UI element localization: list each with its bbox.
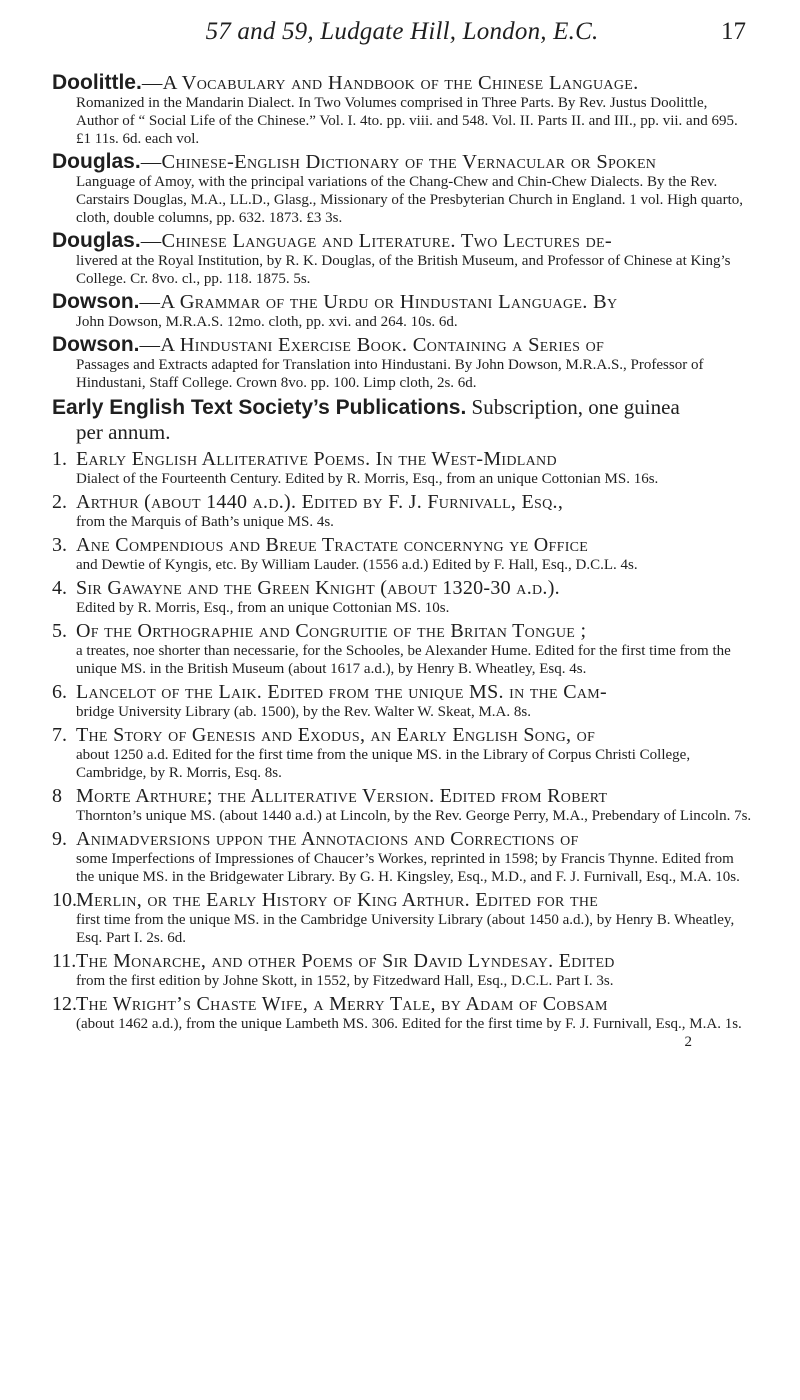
publication-item [52,577,752,617]
item-number: 1. [52,448,67,470]
publication-detail: some Imperfections of Impressiones of Chaucer’s Workes, reprinted in 1598; by Francis Thynne. Edited from the unique MS. in the Bridgewater Library. By G. H. Kingsley, Esq., M.D., and F. J. Furnivall, Esq., M.A. 10s. [76,851,740,885]
publication-item [52,785,752,825]
entry-detail: Passages and Extracts adapted for Translation into Hindustani. By John Dowson, M.R.A.S., Professor of Hindustani, Staff College. Crown 8vo. pp. 100. Limp cloth, 2s. 6d. [76,357,704,391]
catalogue-entries [52,72,752,392]
publication-detail: bridge University Library (ab. 1500), by the Rev. Walter W. Skeat, M.A. 8s. [76,704,531,720]
signature-mark: 2 [684,1034,692,1050]
publication-title: Ane Compendious and Breue Tractate concernyng ye Office [76,534,589,556]
catalogue-entry [52,334,752,392]
publication-item [52,620,752,678]
item-number: 6. [52,681,67,703]
publication-detail: (about 1462 a.d.), from the unique Lambeth MS. 306. Edited for the first time by F. J. Furnivall, Esq., M.A. 1s. [76,1016,742,1032]
entry-detail: Romanized in the Mandarin Dialect. In Two Volumes comprised in Three Parts. By Rev. Justus Doolittle, Author of “ Social Life of the Chinese.” Vol. I. 4to. pp. viii. and 548. Vol. II. Parts II. and III., pp. vii. and 695. £1 11s. 6d. each vol. [76,95,738,147]
item-number: 3. [52,534,67,556]
publication-detail: and Dewtie of Kyngis, etc. By William Lauder. (1556 a.d.) Edited by F. Hall, Esq., D.C.L. 4s. [76,557,638,573]
entry-author: Dowson. [52,333,140,356]
publication-title: Lancelot of the Laik. Edited from the unique MS. in the Cam- [76,681,607,703]
publication-item [52,993,752,1051]
entry-title: —A Vocabulary and Handbook of the Chinese Language. [141,72,639,94]
publication-title: The Monarche, and other Poems of Sir David Lyndesay. Edited [76,950,615,972]
catalogue-entry [52,72,752,148]
item-number: 7. [52,724,67,746]
publication-title: Animadversions uppon the Annotacions and Corrections of [76,828,579,850]
item-number: 9. [52,828,67,850]
publication-detail: about 1250 a.d. Edited for the first time from the unique MS. in the Library of Corpus Christi College, Cambridge, by R. Morris, Esq. 8s. [76,747,691,781]
publication-detail: a treates, noe shorter than necessarie, for the Schooles, be Alexander Hume. Edited for the first time from the unique MS. in the British Museum (about 1617 a.d.), by Henry B. Wheatley, Esq. 4s. [76,643,731,677]
item-number: 8 [52,785,62,807]
subscription-note-cont: per annum. [76,420,171,444]
publication-title: The Wright’s Chaste Wife, a Merry Tale, by Adam of Cobsam [76,993,608,1015]
publication-detail: Dialect of the Fourteenth Century. Edited by R. Morris, Esq., from an unique Cottonian MS. 16s. [76,471,659,487]
publication-detail: first time from the unique MS. in the Cambridge University Library (about 1450 a.d.), by Henry B. Wheatley, Esq. Part I. 2s. 6d. [76,912,735,946]
entry-title: —A Hindustani Exercise Book. Containing a Series of [139,334,605,356]
publication-item [52,448,752,488]
item-number: 12. [52,993,77,1015]
entry-detail: John Dowson, M.R.A.S. 12mo. cloth, pp. xvi. and 264. 10s. 6d. [76,314,458,330]
publication-item [52,950,752,990]
running-head-title: 57 and 59, Ludgate Hill, London, E.C. [205,18,599,45]
entry-detail: livered at the Royal Institution, by R. K. Douglas, of the British Museum, and Professor of Chinese at King’s College. Cr. 8vo. cl., pp. 118. 1875. 5s. [76,253,731,287]
page-number: 17 [721,18,746,45]
entry-detail: Language of Amoy, with the principal variations of the Chang-Chew and Chin-Chew Dialects. By the Rev. Carstairs Douglas, M.A., LL.D., Glasg., Missionary of the Presbyterian Church in England. 1 vol. High quarto, cloth, double columns, pp. 632. 1873. £3 3s. [76,174,743,226]
publication-item [52,889,752,947]
entry-title: —Chinese-English Dictionary of the Vernacular or Spoken [140,151,657,173]
publication-item [52,828,752,886]
publication-detail: Edited by R. Morris, Esq., from an unique Cottonian MS. 10s. [76,600,450,616]
entry-author: Doolittle. [52,71,142,94]
item-number: 10. [52,889,77,911]
publication-title: Sir Gawayne and the Green Knight (about 1320-30 a.d.). [76,577,560,599]
publication-item [52,491,752,531]
item-number: 2. [52,491,67,513]
publication-title: The Story of Genesis and Exodus, an Early English Song, of [76,724,596,746]
publication-item [52,724,752,782]
section-title: Early English Text Society’s Publications. [52,396,467,419]
entry-author: Douglas. [52,229,141,252]
publication-title: Early English Alliterative Poems. In the West-Midland [76,448,557,470]
item-number: 4. [52,577,67,599]
publication-title: Merlin, or the Early History of King Arthur. Edited for the [76,889,599,911]
publication-title: Of the Orthographie and Congruitie of the Britan Tongue ; [76,620,587,642]
entry-author: Douglas. [52,150,141,173]
publication-item [52,534,752,574]
catalogue-entry [52,230,752,288]
publication-title: Arthur (about 1440 a.d.). Edited by F. J. Furnivall, Esq., [76,491,564,513]
item-number: 5. [52,620,67,642]
publication-detail: Thornton’s unique MS. (about 1440 a.d.) at Lincoln, by the Rev. George Perry, M.A., Prebendary of Lincoln. 7s. [76,808,752,824]
publication-list [52,448,752,1051]
entry-author: Dowson. [52,290,140,313]
publication-item [52,681,752,721]
publication-title: Morte Arthure; the Alliterative Version. Edited from Robert [76,785,608,807]
entry-title: —Chinese Language and Literature. Two Lectures de- [140,230,613,252]
catalogue-entry [52,291,752,331]
section-heading [52,395,752,444]
running-head [52,0,752,60]
subscription-note: Subscription, one guinea [471,395,680,419]
publication-detail: from the Marquis of Bath’s unique MS. 4s. [76,514,334,530]
catalogue-entry [52,151,752,227]
entry-title: —A Grammar of the Urdu or Hindustani Language. By [139,291,618,313]
publication-detail: from the first edition by Johne Skott, in 1552, by Fitzedward Hall, Esq., D.C.L. Part I. 3s. [76,973,614,989]
item-number: 11. [52,950,77,972]
